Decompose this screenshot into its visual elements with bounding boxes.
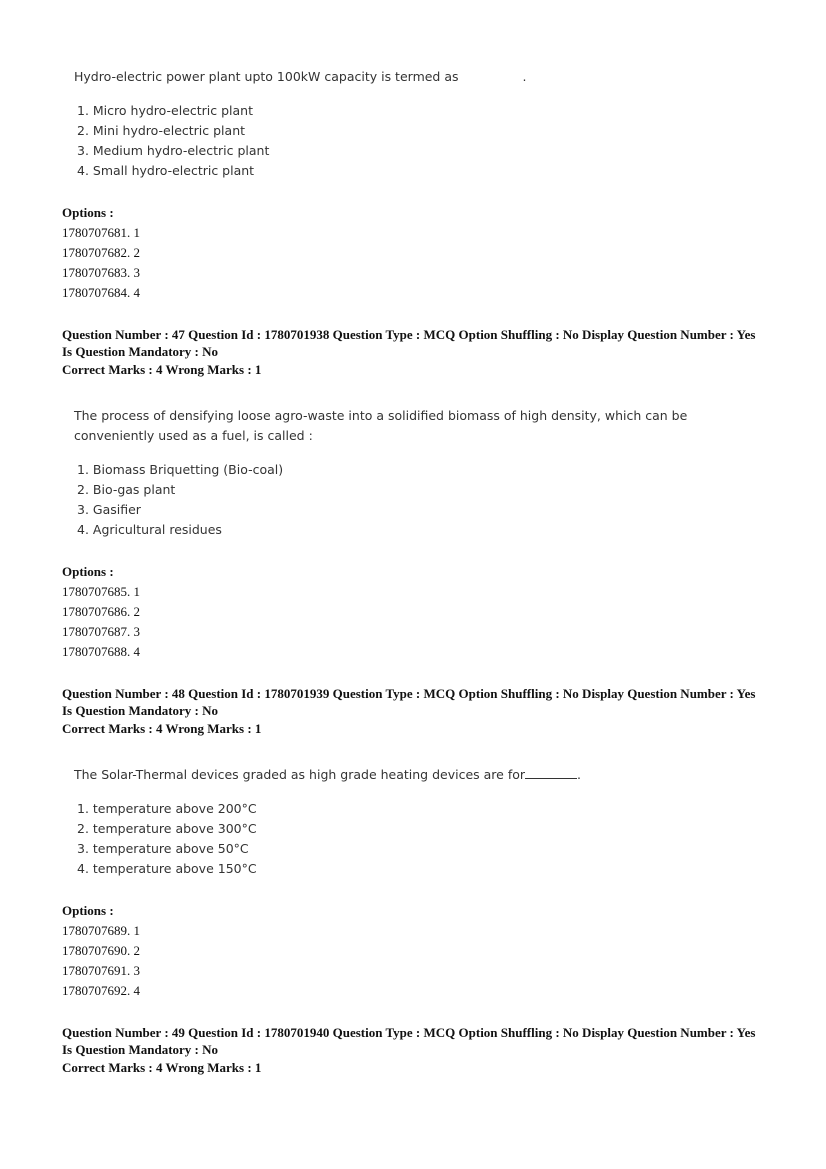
option-item: 1780707692. 4 — [62, 983, 140, 998]
meta-line-question-info: Question Number : 47 Question Id : 1780701938 Question Type : MCQ Option Shuffling : No Display Question Number : Yes — [62, 327, 756, 342]
options-title: Options : — [62, 903, 114, 918]
question-47-meta — [62, 326, 782, 378]
choice-item: 4. temperature above 150°C — [77, 861, 257, 876]
question-47-options — [62, 562, 140, 662]
question-48-blank — [525, 766, 577, 779]
question-46-choices — [77, 101, 269, 181]
meta-line-marks: Correct Marks : 4 Wrong Marks : 1 — [62, 1060, 262, 1075]
question-47-choices — [77, 460, 283, 540]
choice-item: 3. temperature above 50°C — [77, 841, 249, 856]
meta-line-marks: Correct Marks : 4 Wrong Marks : 1 — [62, 721, 262, 736]
meta-line-mandatory: Is Question Mandatory : No — [62, 703, 219, 718]
question-46-text — [74, 67, 774, 87]
meta-line-question-info: Question Number : 49 Question Id : 1780701940 Question Type : MCQ Option Shuffling : No Display Question Number : Yes — [62, 1025, 756, 1040]
meta-line-marks: Correct Marks : 4 Wrong Marks : 1 — [62, 362, 262, 377]
options-title: Options : — [62, 564, 114, 579]
question-46-options — [62, 203, 140, 303]
question-48-options — [62, 901, 140, 1001]
option-item: 1780707690. 2 — [62, 943, 140, 958]
option-item: 1780707691. 3 — [62, 963, 140, 978]
question-48-meta — [62, 685, 782, 737]
meta-line-question-info: Question Number : 48 Question Id : 1780701939 Question Type : MCQ Option Shuffling : No Display Question Number : Yes — [62, 686, 756, 701]
question-46-text-before: Hydro-electric power plant upto 100kW capacity is termed as — [74, 69, 459, 84]
option-item: 1780707683. 3 — [62, 265, 140, 280]
choice-item: 3. Medium hydro-electric plant — [77, 143, 270, 158]
choice-item: 4. Small hydro-electric plant — [77, 163, 255, 178]
option-item: 1780707688. 4 — [62, 644, 140, 659]
choice-item: 2. Mini hydro-electric plant — [77, 123, 246, 138]
option-item: 1780707682. 2 — [62, 245, 140, 260]
question-46-text-after: . — [522, 69, 527, 84]
question-48-choices — [77, 799, 257, 879]
choice-item: 3. Gasifier — [77, 502, 141, 517]
options-title: Options : — [62, 205, 114, 220]
question-49-meta — [62, 1024, 782, 1076]
option-item: 1780707681. 1 — [62, 225, 140, 240]
option-item: 1780707685. 1 — [62, 584, 140, 599]
choice-item: 2. Bio-gas plant — [77, 482, 176, 497]
meta-line-mandatory: Is Question Mandatory : No — [62, 1042, 219, 1057]
question-48-text-before: The Solar-Thermal devices graded as high grade heating devices are for — [74, 767, 526, 782]
meta-line-mandatory: Is Question Mandatory : No — [62, 344, 219, 359]
choice-item: 4. Agricultural residues — [77, 522, 222, 537]
choice-item: 2. temperature above 300°C — [77, 821, 257, 836]
option-item: 1780707687. 3 — [62, 624, 140, 639]
option-item: 1780707684. 4 — [62, 285, 140, 300]
question-47-text: The process of densifying loose agro-waste into a solidified biomass of high density, which can be conveniently used as a fuel, is called : — [74, 408, 688, 443]
choice-item: 1. Micro hydro-electric plant — [77, 103, 254, 118]
option-item: 1780707686. 2 — [62, 604, 140, 619]
option-item: 1780707689. 1 — [62, 923, 140, 938]
choice-item: 1. Biomass Briquetting (Bio-coal) — [77, 462, 284, 477]
choice-item: 1. temperature above 200°C — [77, 801, 257, 816]
question-48-text — [74, 765, 774, 785]
question-48-text-after: . — [577, 767, 581, 782]
